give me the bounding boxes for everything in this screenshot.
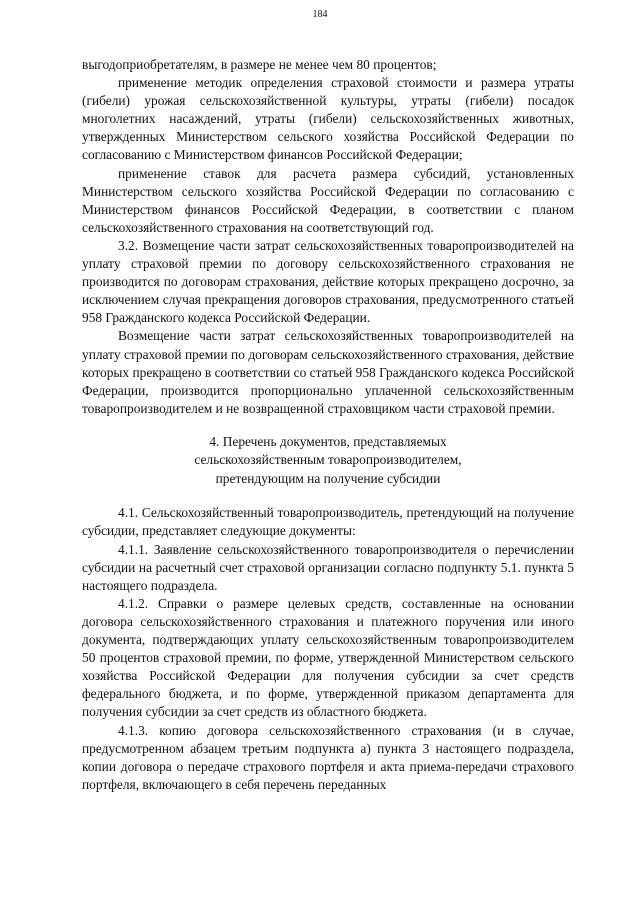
section-heading-line: претендующим на получение субсидии (215, 470, 441, 486)
paragraph-continuation: выгодоприобретателям, в размере не менее чем 80 процентов; (82, 57, 437, 72)
document-body (82, 56, 574, 794)
section-heading (82, 433, 574, 489)
section-heading-line: сельскохозяйственным товаропроизводителем, (194, 452, 462, 468)
paragraph-4-1-3: 4.1.3. копию договора сельскохозяйственного страхования (и в случае, предусмотренном абзацем третьим подпункта а) пункта 3 настоящего подраздела, копии договора о передаче страхового портфеля и акта приема-передачи страхового портфеля, включающего в себя перечень переданных (82, 722, 574, 792)
paragraph-reimbursement: Возмещение части затрат сельскохозяйственных товаропроизводителей на уплату страховой премии по договорам сельскохозяйственного страхования, действие которых прекращено в соответствии со статьей 958 Гражданского кодекса Российской Федерации, производится пропорционально уплаченной сельскохозяйственным товаропроизводителем и не возвращенной страховщиком части страховой премии. (82, 328, 574, 416)
page-number: 184 (312, 9, 328, 20)
paragraph-3-2: 3.2. Возмещение части затрат сельскохозяйственных товаропроизводителей на уплату страховой премии по договору сельскохозяйственного страхования не производится по договорам страхования, действие которых прекращено досрочно, за исключением случая прекращения договоров страхования, предусмотренного статьей 958 Гражданского кодекса Российской Федерации. (82, 237, 574, 326)
paragraph-4-1-1: 4.1.1. Заявление сельскохозяйственного товаропроизводителя о перечислении субсидии на расчетный счет страховой организации согласно подпункту 5.1. пункта 5 настоящего подраздела. (82, 541, 574, 593)
paragraph-4-1: 4.1. Сельскохозяйственный товаропроизводитель, претендующий на получение субсидии, представляет следующие документы: (82, 505, 574, 539)
paragraph-4-1-2: 4.1.2. Справки о размере целевых средств, составленные на основании договора сельскохозяйственного страхования и платежного поручения или иного документа, подтверждающих уплату сельскохозяйственным товаропроизводителем 50 процентов страховой премии, по форме, утвержденной Министерством сельского хозяйства Российской Федерации для получения субсидии за счет средств федерального бюджета, и по форме, утвержденной приказом департамента для получения субсидии за счет средств из областного бюджета. (82, 595, 574, 720)
paragraph-rates: применение ставок для расчета размера субсидий, установленных Министерством сельского хозяйства Российской Федерации по согласованию с Министерством финансов Российской Федерации, в соответствии с планом сельскохозяйственного страхования на соответствующий год. (82, 165, 574, 235)
section-heading-line: 4. Перечень документов, представляемых (209, 433, 447, 449)
paragraph-methods: применение методик определения страховой стоимости и размера утраты (гибели) урожая сельскохозяйственной культуры, утраты (гибели) посадок многолетних насаждений, утраты (гибели) сельскохозяйственных животных, утвержденных Министерством сельского хозяйства Российской Федерации по согласованию с Министерством финансов Российской Федерации; (82, 75, 574, 163)
